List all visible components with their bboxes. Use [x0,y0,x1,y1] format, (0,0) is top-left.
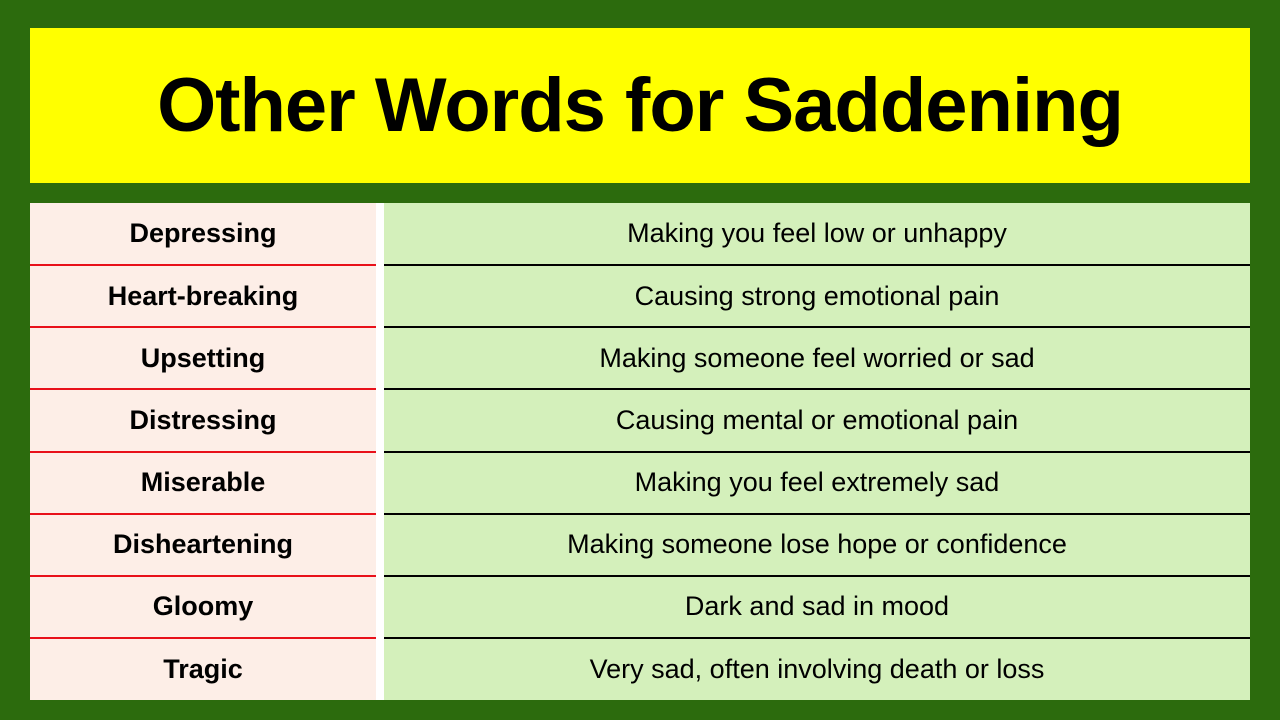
word-cell: Heart-breaking [30,265,380,327]
definition-cell: Dark and sad in mood [380,576,1250,638]
word-cell: Disheartening [30,514,380,576]
definition-cell: Making someone feel worried or sad [380,327,1250,389]
word-cell: Upsetting [30,327,380,389]
title-banner [30,28,1250,183]
table-row [30,576,1250,638]
synonyms-table [30,203,1250,700]
definition-cell: Making you feel extremely sad [380,452,1250,514]
table-row [30,514,1250,576]
table-row [30,638,1250,700]
definition-cell: Making someone lose hope or confidence [380,514,1250,576]
definition-cell: Causing strong emotional pain [380,265,1250,327]
word-cell: Gloomy [30,576,380,638]
word-cell: Tragic [30,638,380,700]
table-row [30,203,1250,265]
word-cell: Distressing [30,389,380,451]
table-row [30,265,1250,327]
definition-cell: Very sad, often involving death or loss [380,638,1250,700]
word-cell: Depressing [30,203,380,265]
definition-cell: Making you feel low or unhappy [380,203,1250,265]
table-row [30,327,1250,389]
table-row [30,452,1250,514]
table-row [30,389,1250,451]
word-cell: Miserable [30,452,380,514]
synonyms-table-container [30,203,1250,700]
definition-cell: Causing mental or emotional pain [380,389,1250,451]
page-title: Other Words for Saddening [157,62,1123,148]
